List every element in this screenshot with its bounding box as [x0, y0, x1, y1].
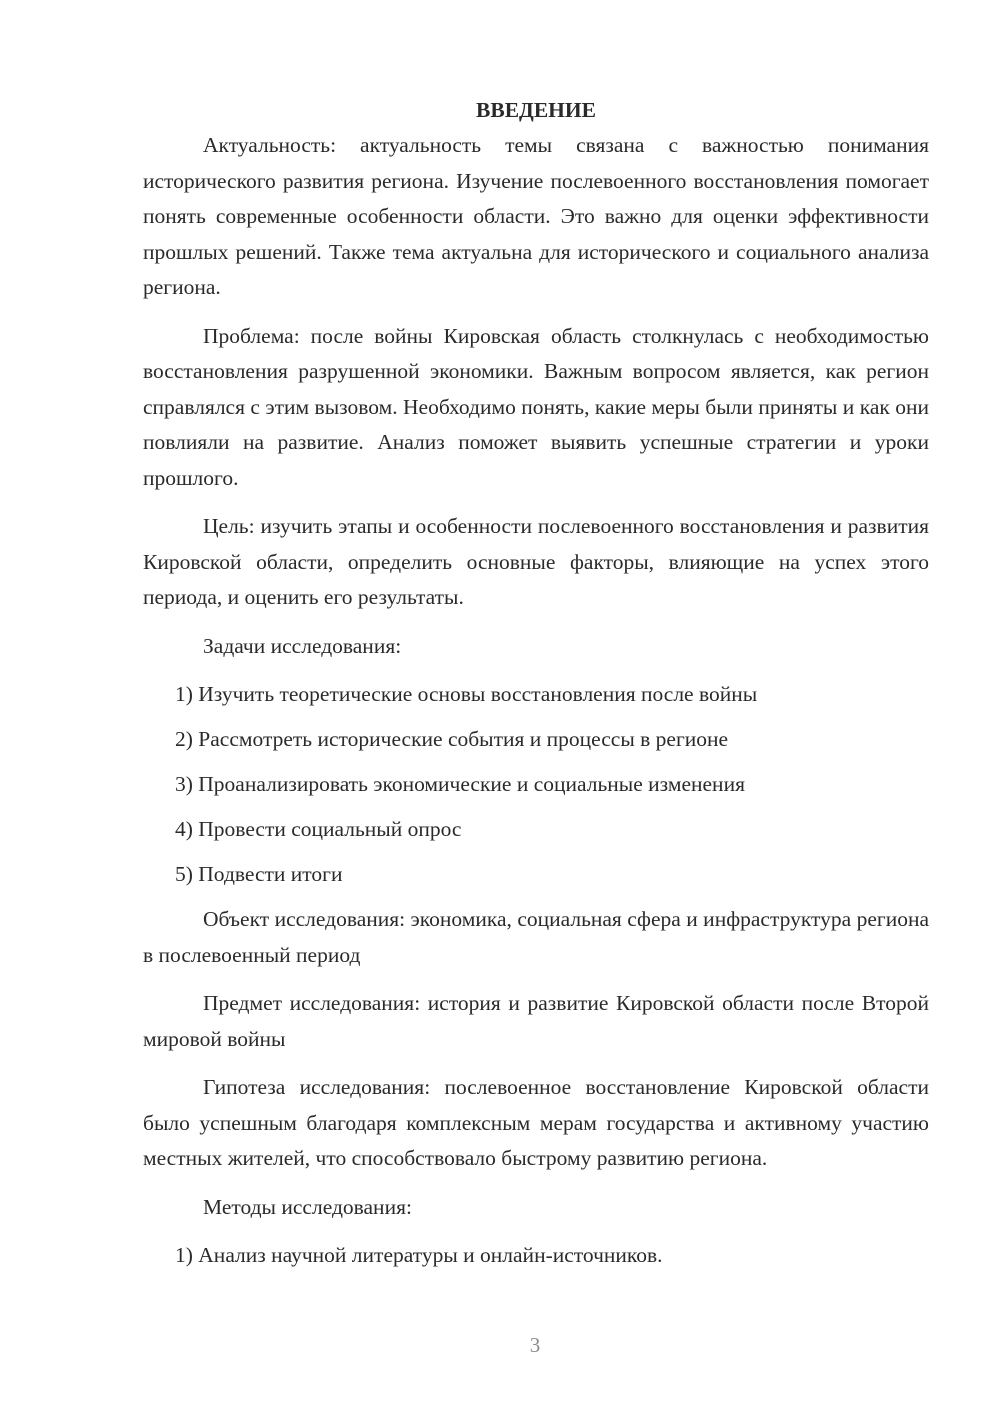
list-item: 2) Рассмотреть исторические события и процессы в регионе: [175, 727, 729, 751]
methods-list: [143, 1238, 929, 1273]
list-item: 5) Подвести итоги: [175, 862, 343, 886]
list-item: 1) Анализ научной литературы и онлайн-источников.: [175, 1243, 663, 1267]
problem-paragraph: Проблема: после войны Кировская область столкнулась с необходимостью восстановления разрушенной экономики. Важным вопросом является, как регион справлялся с этим вызовом. Необходимо понять, какие меры были приняты и как они повлияли на развитие. Анализ поможет выявить успешные стратегии и уроки прошлого.: [143, 323, 929, 490]
tasks-list: [143, 677, 929, 892]
goal-paragraph: Цель: изучить этапы и особенности послевоенного восстановления и развития Кировской области, определить основные факторы, влияющие на успех этого периода, и оценить его результаты.: [143, 514, 929, 609]
list-item: 3) Проанализировать экономические и социальные изменения: [175, 772, 745, 796]
list-item: 4) Провести социальный опрос: [175, 817, 462, 841]
page-content: [143, 92, 929, 1283]
subject-paragraph: Предмет исследования: история и развитие Кировской области после Второй мировой войны: [143, 991, 929, 1051]
page-number: 3: [529, 1333, 541, 1357]
methods-heading: Методы исследования:: [203, 1194, 412, 1219]
relevance-paragraph: Актуальность: актуальность темы связана с важностью понимания исторического развития региона. Изучение послевоенного восстановления помогает понять современные особенности области. Это важно для оценки эффективности прошлых решений. Также тема актуальна для исторического и социального анализа региона.: [143, 133, 929, 299]
hypothesis-paragraph: Гипотеза исследования: послевоенное восстановление Кировской области было успешным благодаря комплексным мерам государства и активному участию местных жителей, что способствовало быстрому развитию региона.: [143, 1075, 929, 1170]
page-title: ВВЕДЕНИЕ: [476, 98, 596, 122]
tasks-heading: Задачи исследования:: [203, 633, 402, 658]
object-paragraph: Объект исследования: экономика, социальная сфера и инфраструктура региона в послевоенный период: [143, 907, 929, 967]
list-item: 1) Изучить теоретические основы восстановления после войны: [175, 682, 758, 706]
